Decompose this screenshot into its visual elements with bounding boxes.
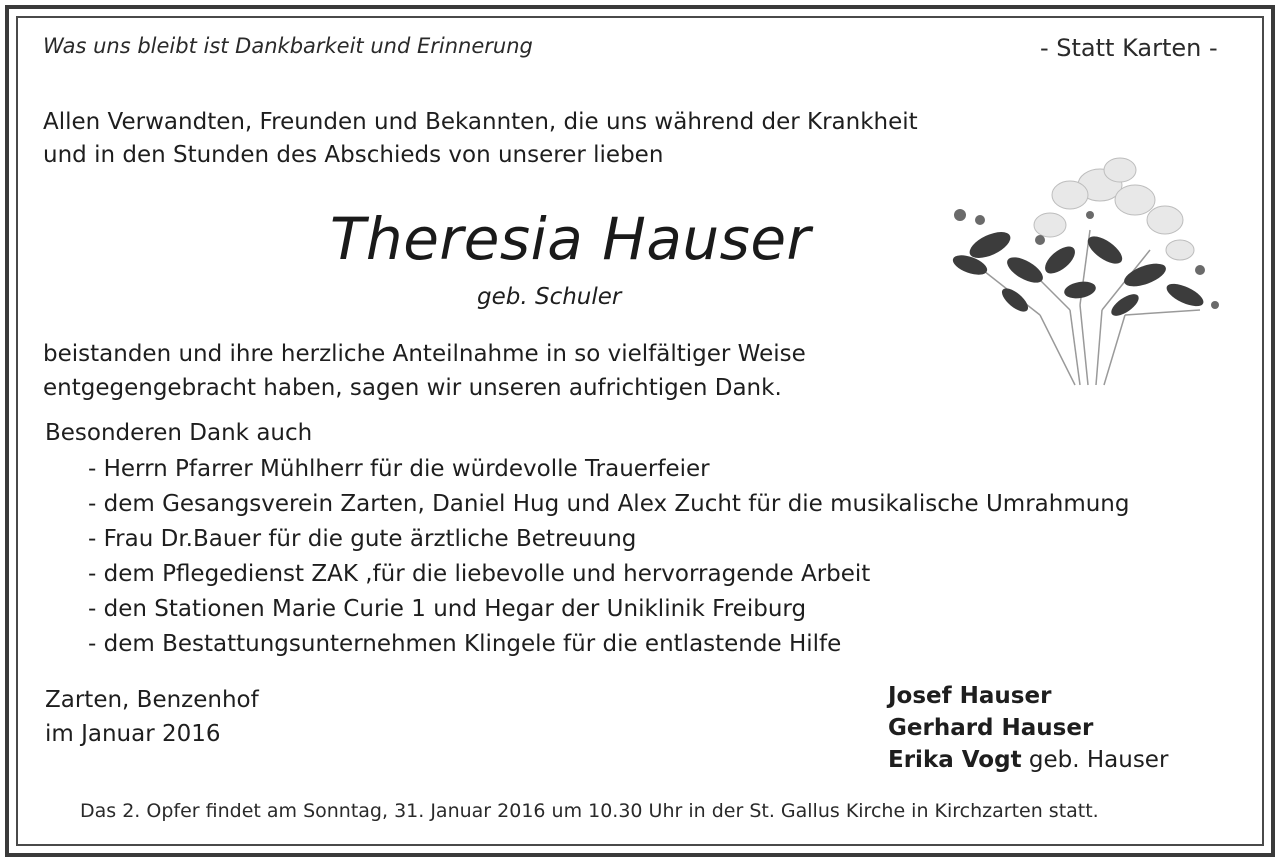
list-item: - dem Pflegedienst ZAK ,für die liebevolle und hervorragende Arbeit xyxy=(88,561,871,587)
thanks-text xyxy=(43,337,806,405)
location: Zarten, Benzenhof xyxy=(45,687,259,713)
signers xyxy=(888,680,1168,776)
thanks-line: entgegengebracht haben, sagen wir unseren aufrichtigen Dank. xyxy=(43,375,782,401)
service-note: Das 2. Opfer findet am Sonntag, 31. Januar 2016 um 10.30 Uhr in der St. Gallus Kirche in Kirchzarten statt. xyxy=(80,800,1099,822)
motto: Was uns bleibt ist Dankbarkeit und Erinnerung xyxy=(43,34,533,58)
statt-karten: - Statt Karten - xyxy=(1040,34,1218,62)
intro-line: und in den Stunden des Abschieds von unserer lieben xyxy=(43,142,664,168)
special-thanks-list xyxy=(88,452,1129,662)
thanks-line: beistanden und ihre herzliche Anteilnahme in so vielfältiger Weise xyxy=(43,341,806,367)
signer-name: Erika Vogt xyxy=(888,747,1022,773)
date: im Januar 2016 xyxy=(45,721,221,747)
list-item: - dem Bestattungsunternehmen Klingele für die entlastende Hilfe xyxy=(88,631,842,657)
list-item: - dem Gesangsverein Zarten, Daniel Hug und Alex Zucht für die musikalische Umrahmung xyxy=(88,491,1130,517)
special-thanks-title: Besonderen Dank auch xyxy=(45,420,313,446)
signer-name: Gerhard Hauser xyxy=(888,715,1094,741)
intro-text xyxy=(43,106,918,172)
list-item: - Frau Dr.Bauer für die gute ärztliche Betreuung xyxy=(88,526,637,552)
intro-line: Allen Verwandten, Freunden und Bekannten, die uns während der Krankheit xyxy=(43,109,918,135)
deceased-name: Theresia Hauser xyxy=(330,205,811,273)
place-date xyxy=(45,683,259,751)
flower-bouquet-icon xyxy=(930,140,1230,390)
list-item: - Herrn Pfarrer Mühlherr für die würdevolle Trauerfeier xyxy=(88,456,710,482)
signer-name: Josef Hauser xyxy=(888,683,1052,709)
maiden-name: geb. Schuler xyxy=(477,284,622,310)
list-item: - den Stationen Marie Curie 1 und Hegar der Uniklinik Freiburg xyxy=(88,596,807,622)
signer-maiden-name: geb. Hauser xyxy=(1021,747,1169,773)
